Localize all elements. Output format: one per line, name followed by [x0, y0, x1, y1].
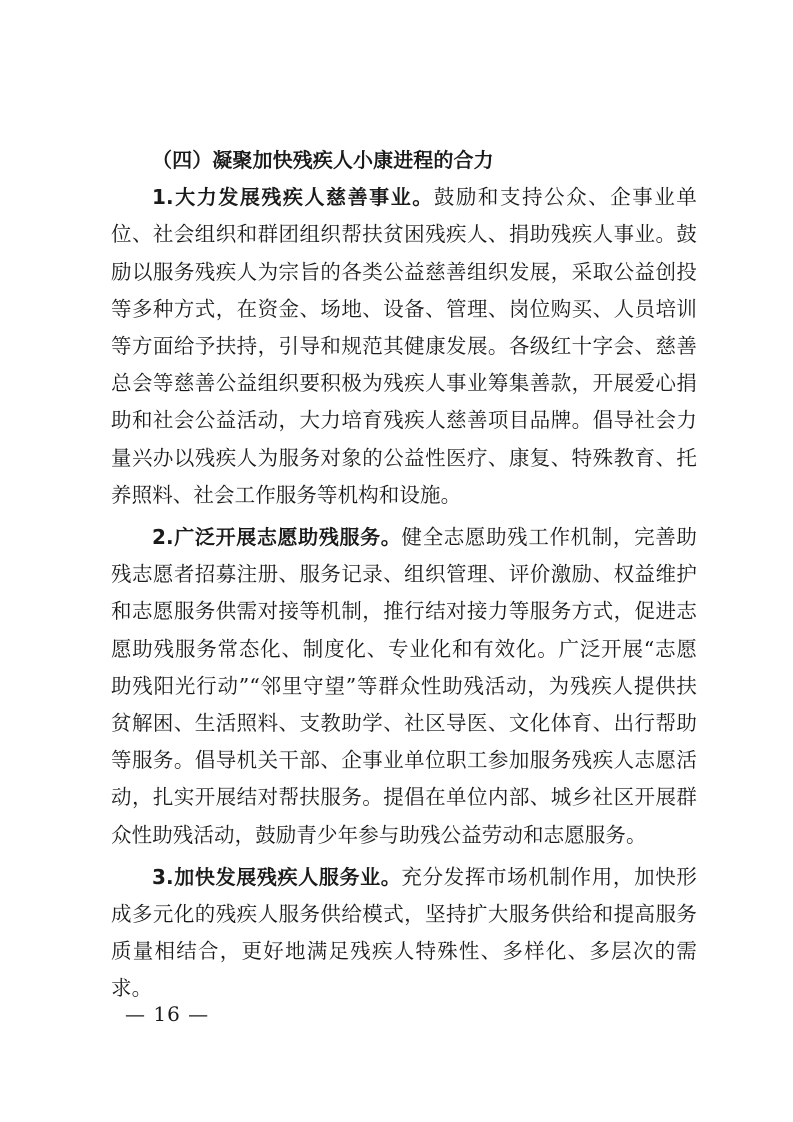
paragraph-body: 健全志愿助残工作机制，完善助残志愿者招募注册、服务记录、组织管理、评价激励、权益维护和志愿服务供需对接等机制，推行结对接力等服务方式，促进志愿助残服务常态化、制度化、专业化和有效化。广泛开展“志愿助残阳光行动”“邻里守望”等群众性助残活动，为残疾人提供扶贫解困、生活照料、支教助学、社区导医、文化体育、出行帮助等服务。倡导机关干部、企事业单位职工参加服务残疾人志愿活动，扎实开展结对帮扶服务。提倡在单位内部、城乡社区开展群众性助残活动，鼓励青少年参与助残公益劳动和志愿服务。: [111, 525, 697, 847]
paragraph-charity: [111, 179, 697, 514]
section-heading: （四）凝聚加快残疾人小康进程的合力: [152, 148, 494, 172]
paragraph-volunteer: [111, 519, 697, 854]
paragraph-body: 充分发挥市场机制作用，加快形成多元化的残疾人服务供给模式，坚持扩大服务供给和提高服务质量相结合，更好地满足残疾人特殊性、多样化、多层次的需求。: [111, 864, 697, 1001]
paragraph-title: 3.加快发展残疾人服务业。: [152, 864, 402, 889]
paragraph-body: 鼓励和支持公众、企事业单位、社会组织和群团组织帮扶贫困残疾人、捐助残疾人事业。鼓励以服务残疾人为宗旨的各类公益慈善组织发展，采取公益创投等多种方式，在资金、场地、设备、管理、岗位购买、人员培训等方面给予扶持，引导和规范其健康发展。各级红十字会、慈善总会等慈善公益组织要积极为残疾人事业筹集善款，开展爱心捐助和社会公益活动，大力培育残疾人慈善项目品牌。倡导社会力量兴办以残疾人为服务对象的公益性医疗、康复、特殊教育、托养照料、社会工作服务等机构和设施。: [111, 185, 697, 507]
paragraph-title: 2.广泛开展志愿助残服务。: [152, 525, 402, 550]
paragraph-service-industry: [111, 859, 697, 1008]
document-body: [111, 142, 697, 1013]
paragraph-title: 1.大力发展残疾人慈善事业。: [152, 185, 434, 210]
page-number: — 16 —: [125, 1002, 210, 1026]
